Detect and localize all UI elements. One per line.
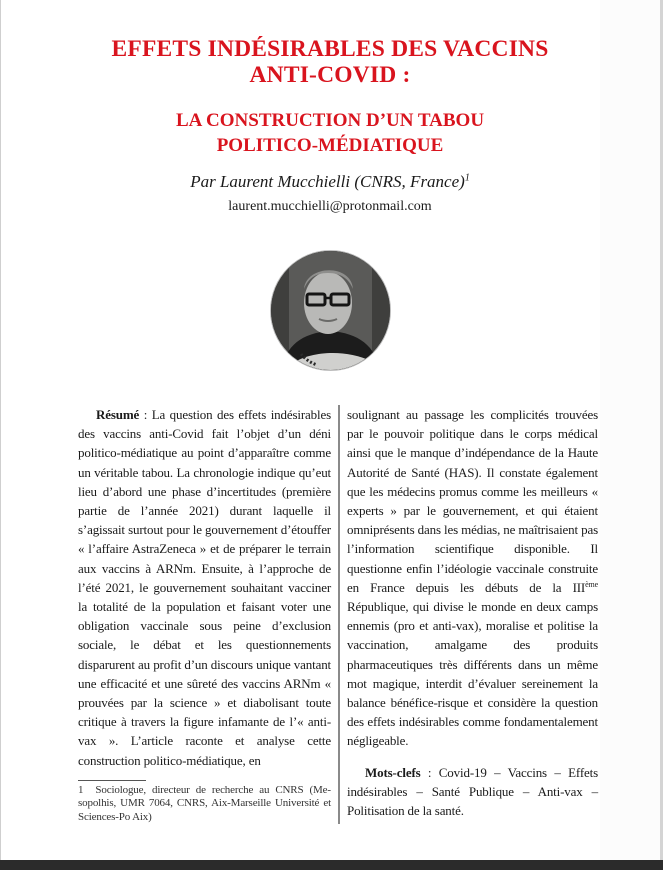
author-name: Par Laurent Mucchielli (CNRS, France) (190, 172, 465, 191)
title-line-1: EFFETS INDÉSIRABLES DES VACCINS (111, 36, 549, 62)
title-line-2: ANTI-COVID : (249, 62, 411, 88)
subtitle-line-2: POLITICO-MÉDIATIQUE (216, 135, 444, 156)
author-email: laurent.mucchielli@protonmail.com (228, 199, 432, 214)
ordinal-superscript: ème (585, 579, 598, 589)
portrait-photo-icon (271, 251, 390, 370)
footnote-mark: 1 (464, 172, 470, 184)
footnote (78, 784, 331, 825)
abstract-body (78, 405, 598, 824)
page-margin-shade (600, 0, 660, 860)
keywords-paragraph (347, 763, 598, 821)
keywords-text: Covid-19 – Vaccins – Effets indésirables – Santé Publique – Anti-vax – Politisation de la santé. (347, 764, 598, 819)
abstract-column-right (338, 405, 598, 824)
abstract-text-right-1: soulignant au passage les complicités trouvées par le pouvoir politique dans le corps médical ainsi que le manque d’indépendance de la Haute Autorité de Santé (HAS). Il constate également que les médecins promus comme les meilleurs « experts » par le gouvernement, et qui étaient omniprésents dans les médias, ne maîtrisaient pas l’information scientifique disponible. Il questionne enfin l’idéologie vaccinale construite en France depuis les débuts de la III (347, 407, 598, 595)
footnote-text: Sociologue, directeur de recherche au CNRS (Mesopolhis, UMR 7064, CNRS, Aix-Marseille Université et Sciences-Po Aix) (78, 783, 332, 823)
footnote-number: 1 (78, 783, 84, 796)
abstract-text-right-2: République, qui divise le monde en deux camps ennemis (pro et anti-vax), moralise et politise la vaccination, amalgame des produits pharmaceutiques très différents dans un même mot magique, interdit d’évaluer sereinement la balance bénéfice-risque et considère la question des effets indésirables comme fondamentalement négligeable. (347, 599, 598, 749)
author-portrait (271, 251, 390, 370)
viewer-bottom-bar (0, 860, 663, 870)
article-subtitle (60, 108, 600, 158)
footnote-rule (78, 780, 146, 781)
abstract-text-left: La question des effets indésirables des vaccins anti-Covid fait l’objet d’un déni politico-médiatique au point d’apparaître comme un véritable tabou. La chronologie indique qu’eut lieu d’abord une phase d’incertitudes (première partie de l’année 2021) durant laquelle il s’agissait surtout pour le gouvernement d’étouffer « l’affaire AstraZeneca » et de préparer le terrain aux vaccins à ARNm. Ensuite, à l’approche de l’été 2021, le gouvernement souhaitant vacciner la totalité de la population et faisant voter une obligation vaccinale sous peine d’exclusion sociale, le débat et les questionnements disparurent au profit d’un discours unique vantant une efficacité et une sûreté des vaccins ARNm « prouvées par la science » et diabolisant toute critique à travers la figure infamante de l’« anti-vax ». L’article raconte et analyse cette construction politico-médiatique, en (78, 407, 331, 768)
abstract-separator: : (139, 407, 152, 422)
footnote-block (78, 780, 331, 825)
abstract-continuation (347, 405, 598, 751)
page-edge-left (0, 0, 1, 860)
author-byline (60, 172, 600, 192)
abstract-column-left (78, 405, 338, 824)
subtitle-line-1: LA CONSTRUCTION D’UN TABOU (175, 110, 485, 131)
abstract-label: Résumé (96, 407, 140, 422)
abstract-paragraph (78, 405, 331, 770)
article-title (60, 36, 600, 88)
keywords-label: Mots-clefs (365, 764, 421, 780)
keywords-separator: : (420, 764, 439, 780)
